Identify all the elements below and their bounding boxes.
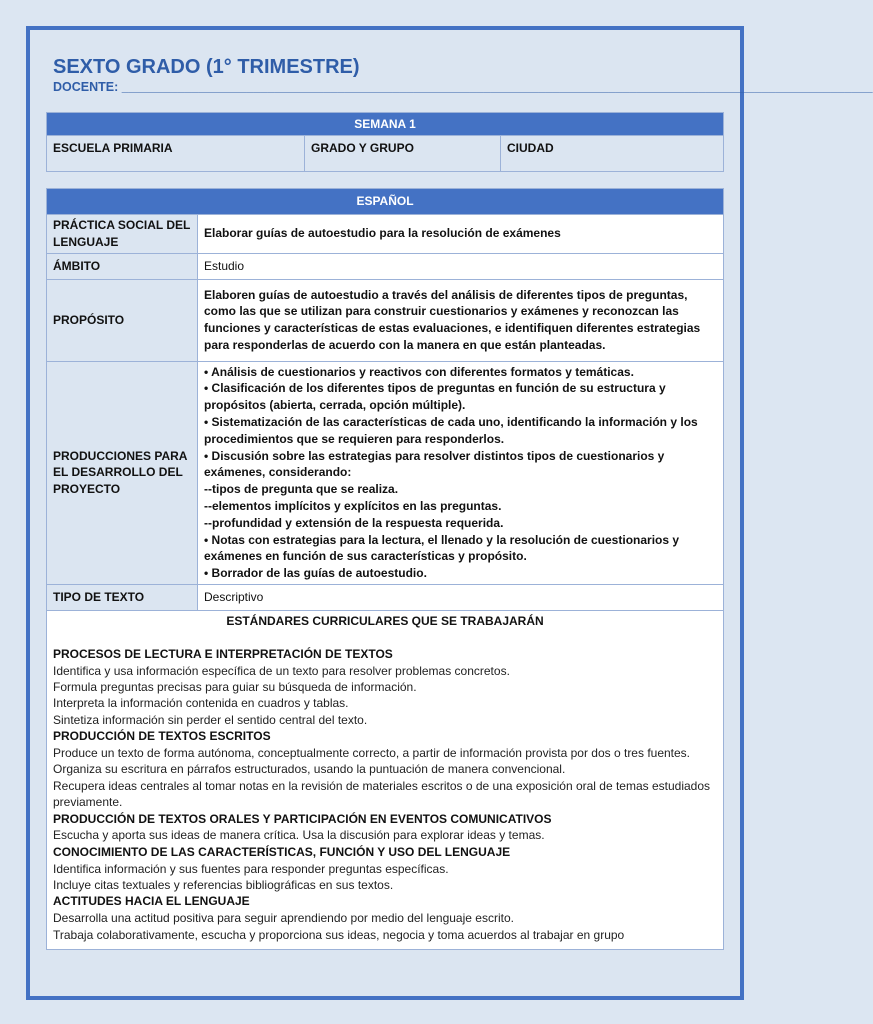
page-title: SEXTO GRADO (1° TRIMESTRE)	[53, 56, 360, 78]
ciudad-cell: CIUDAD	[501, 136, 724, 172]
standard-line: Identifica información y sus fuentes para responder preguntas específicas.	[53, 861, 449, 876]
espanol-header: ESPAÑOL	[47, 189, 724, 215]
semana-table	[46, 112, 724, 172]
standard-line: Recupera ideas centrales al tomar notas en la revisión de materiales escritos o de una exposición oral de temas estudiados previamente.	[53, 778, 711, 810]
standard-line: Produce un texto de forma autónoma, conceptualmente correcto, a partir de información provista por dos o tres fuentes. Organiza su escritura en párrafos estructurados, usando la puntuación de manera convencional.	[53, 745, 691, 777]
producciones-item: • Notas con estrategias para la lectura, el llenado y la resolución de cuestionarios y exámenes en función de sus características y propósito.	[204, 532, 680, 564]
standard-line: Identifica y usa información específica de un texto para resolver problemas concretos.	[53, 663, 510, 678]
practica-value: Elaborar guías de autoestudio para la resolución de exámenes	[198, 215, 724, 254]
producciones-item: --tipos de pregunta que se realiza.	[204, 482, 399, 497]
standard-line: Desarrolla una actitud positiva para seguir aprendiendo por medio del lenguaje escrito.	[53, 911, 514, 926]
estandares-title: ESTÁNDARES CURRICULARES QUE SE TRABAJARÁN	[226, 613, 544, 628]
producciones-list	[198, 361, 724, 584]
standard-line: Incluye citas textuales y referencias bibliográficas en sus textos.	[53, 878, 394, 892]
section-heading: ACTITUDES HACIA EL LENGUAJE	[53, 894, 250, 909]
standard-line: Formula preguntas precisas para guiar su búsqueda de información.	[53, 679, 417, 694]
practica-label: PRÁCTICA SOCIAL DEL LENGUAJE	[47, 215, 198, 254]
producciones-item: • Análisis de cuestionarios y reactivos con diferentes formatos y temáticas.	[204, 364, 634, 379]
section-heading: CONOCIMIENTO DE LAS CARACTERÍSTICAS, FUNCIÓN Y USO DEL LENGUAJE	[53, 844, 511, 859]
proposito-value: Elaboren guías de autoestudio a través del análisis de diferentes tipos de preguntas, como las que se utilizan para construir cuestionarios y exámenes y reconozcan las funciones y características de estas evaluaciones, e identifiquen diferentes estrategias para responderlas de acuerdo con la manera en que están planteadas.	[198, 279, 724, 361]
producciones-item: • Clasificación de los diferentes tipos de preguntas en función de su estructura y propósitos (abierta, cerrada, opción múltiple).	[204, 381, 666, 413]
estandares-cell	[47, 610, 724, 949]
standard-line: Sintetiza información sin perder el sentido central del texto.	[53, 712, 368, 727]
proposito-label: PROPÓSITO	[47, 279, 198, 361]
producciones-item: • Borrador de las guías de autoestudio.	[204, 566, 427, 581]
standard-line: Interpreta la información contenida en cuadros y tablas.	[53, 696, 349, 711]
section-heading: PROCESOS DE LECTURA E INTERPRETACIÓN DE TEXTOS	[53, 646, 393, 661]
section-heading: PRODUCCIÓN DE TEXTOS ORALES Y PARTICIPACIÓN EN EVENTOS COMUNICATIVOS	[53, 811, 552, 826]
section-heading: PRODUCCIÓN DE TEXTOS ESCRITOS	[53, 729, 271, 744]
tipo-texto-label: TIPO DE TEXTO	[47, 584, 198, 610]
standard-line: Trabaja colaborativamente, escucha y proporciona sus ideas, negocia y toma acuerdos al trabajar en grupo	[53, 927, 625, 942]
docente-line	[53, 80, 873, 94]
producciones-item: • Sistematización de las características de cada uno, identificando la información y los procedimientos que se requieren para responderlos.	[204, 414, 698, 446]
producciones-item: --elementos implícitos y explícitos en las preguntas.	[204, 498, 502, 513]
semana-header: SEMANA 1	[47, 113, 724, 136]
producciones-item: • Discusión sobre las estrategias para resolver distintos tipos de cuestionarios y exámenes, considerando:	[204, 448, 665, 480]
ambito-value: Estudio	[198, 253, 724, 279]
producciones-label: PRODUCCIONES PARA EL DESARROLLO DEL PROYECTO	[47, 361, 198, 584]
espanol-table	[46, 188, 724, 950]
producciones-item: --profundidad y extensión de la respuesta requerida.	[204, 515, 504, 530]
escuela-primaria-cell: ESCUELA PRIMARIA	[47, 136, 305, 172]
docente-blank: ____________________________________________________________________________________________________________	[121, 80, 873, 94]
ambito-label: ÁMBITO	[47, 253, 198, 279]
standard-line: Escucha y aporta sus ideas de manera crítica. Usa la discusión para explorar ideas y temas.	[53, 828, 545, 843]
docente-label: DOCENTE:	[53, 80, 122, 94]
grado-grupo-cell: GRADO Y GRUPO	[305, 136, 501, 172]
tipo-texto-value: Descriptivo	[198, 584, 724, 610]
